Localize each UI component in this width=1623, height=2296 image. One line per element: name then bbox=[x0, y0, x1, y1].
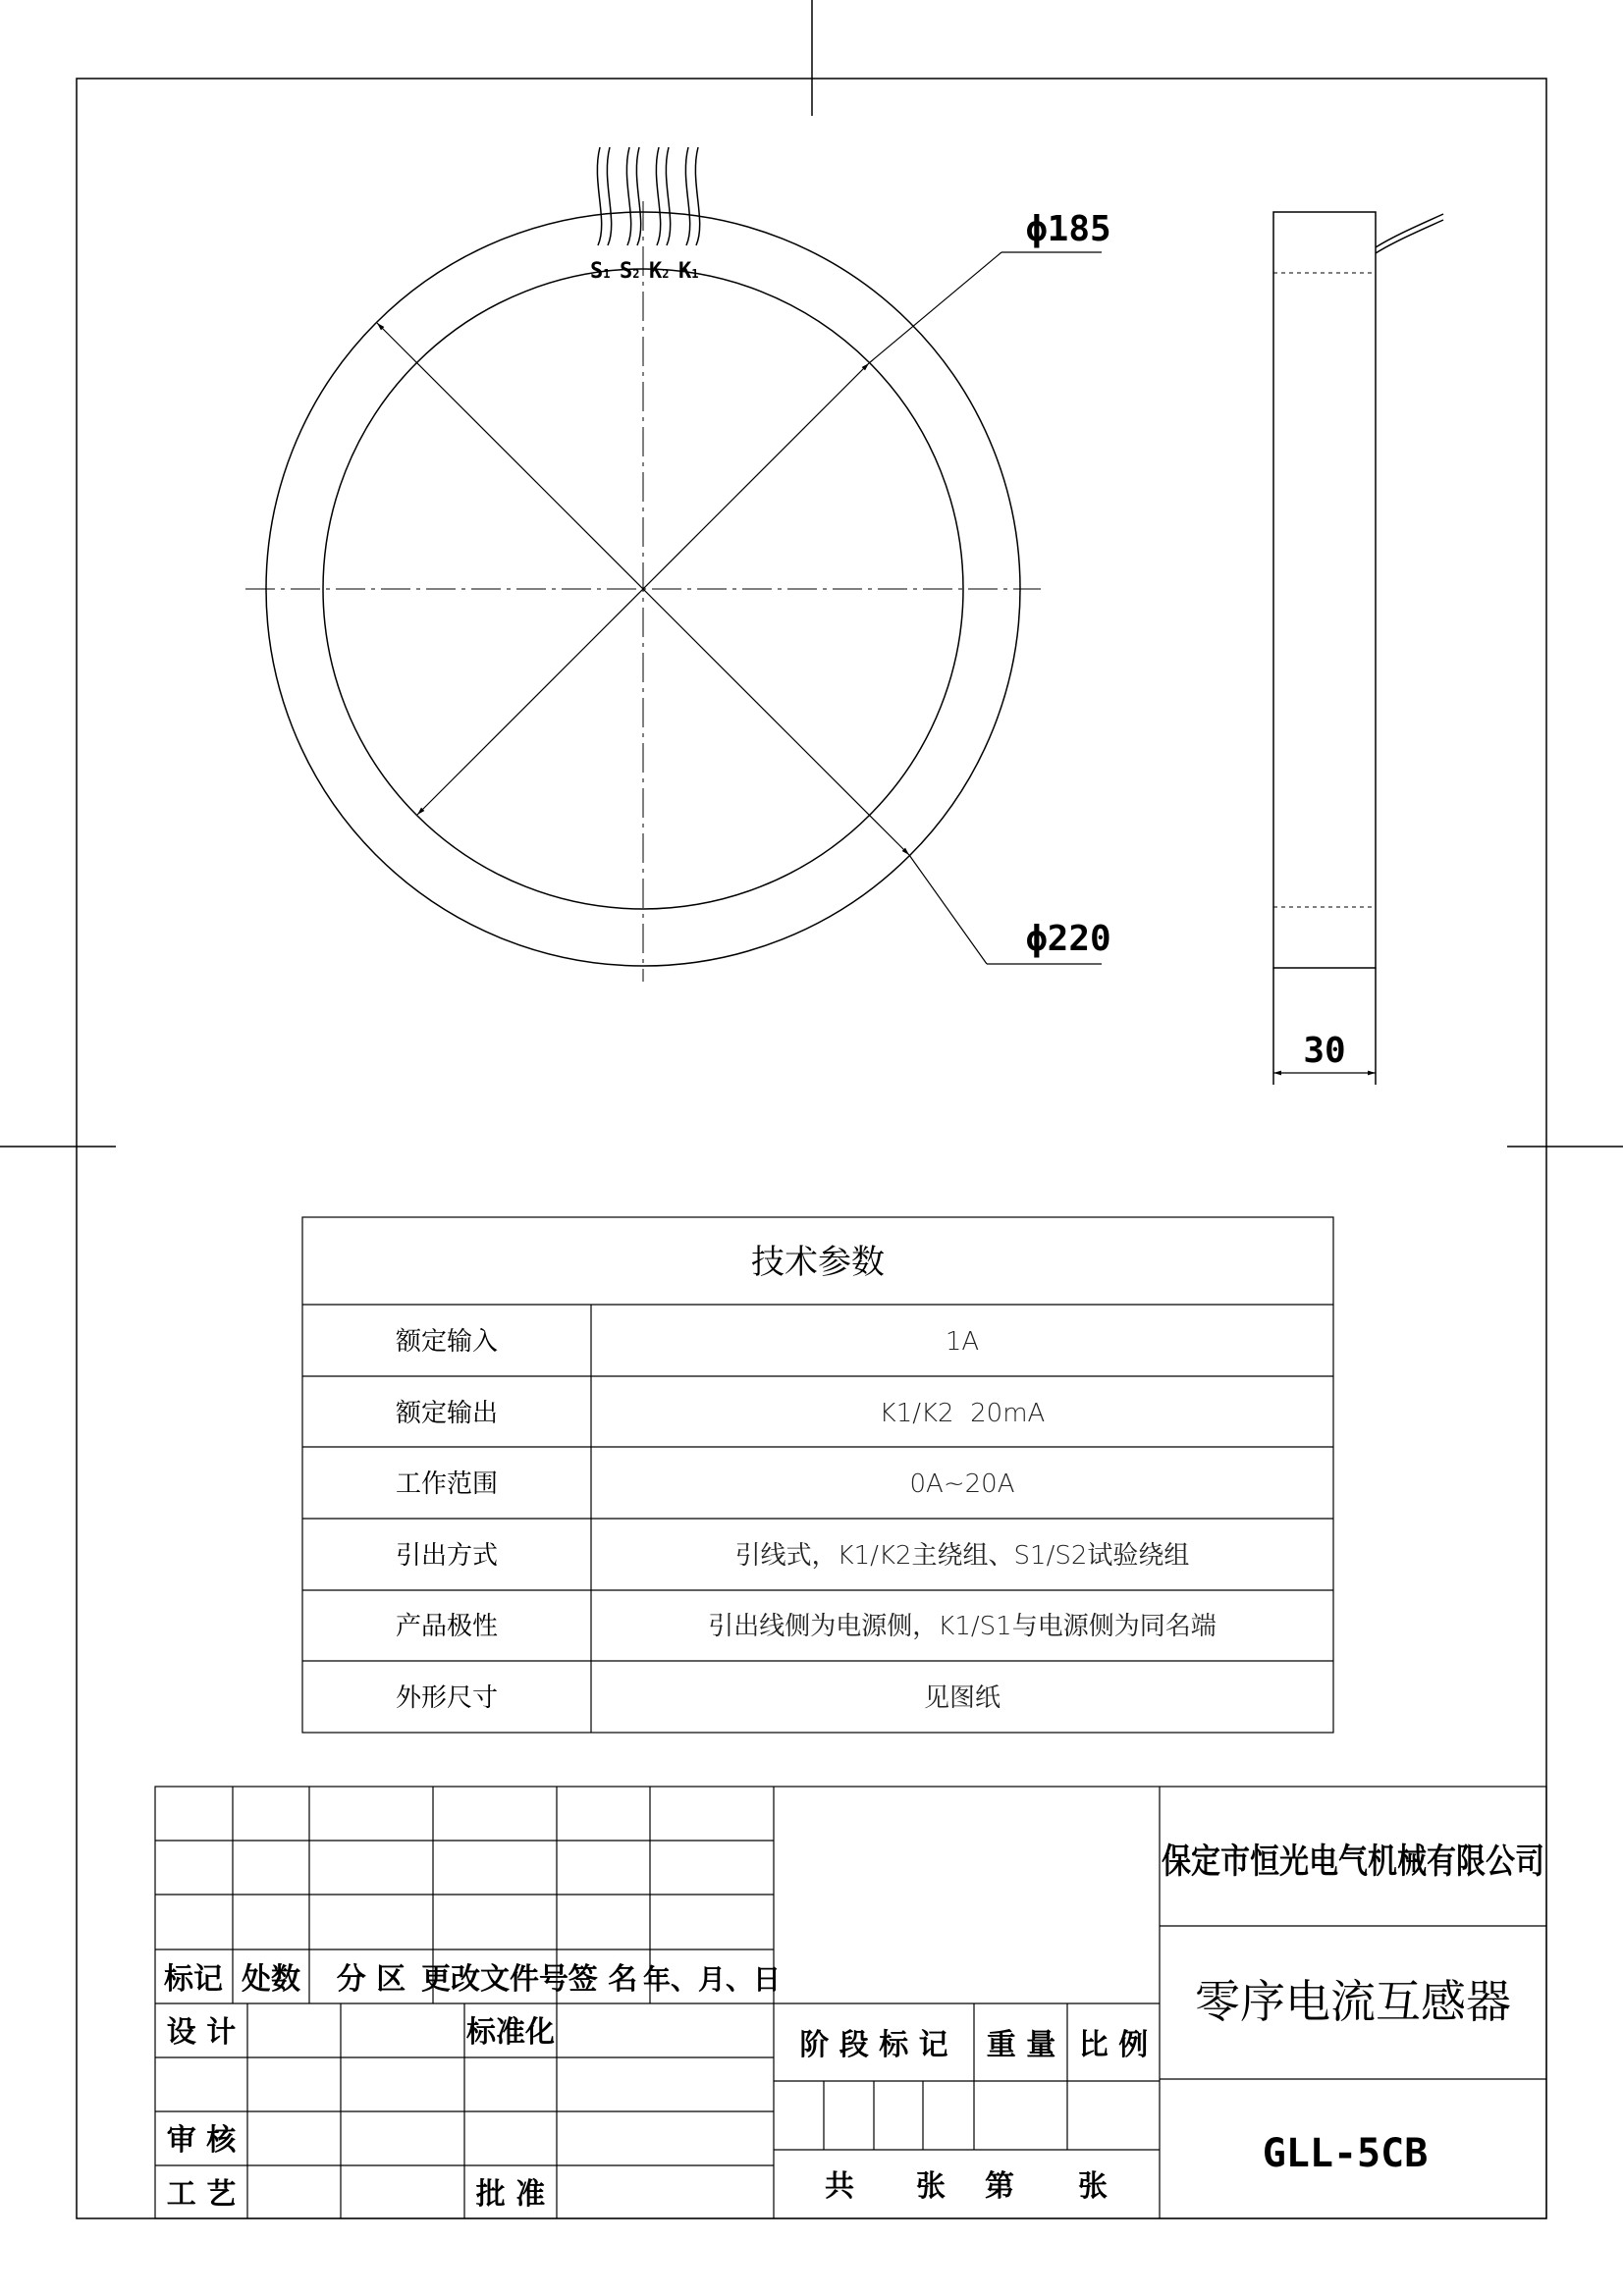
param-label-dimensions: 外形尺寸 bbox=[395, 1683, 499, 1713]
terminal-k1: K1 bbox=[678, 259, 699, 284]
label-scale: 比 例 bbox=[1078, 2028, 1149, 2062]
outer-diameter-label: ϕ220 bbox=[1026, 919, 1111, 959]
label-weight: 重 量 bbox=[986, 2028, 1056, 2062]
lead-wires bbox=[597, 147, 699, 245]
label-sheet-unit-2: 张 bbox=[1078, 2169, 1108, 2204]
label-sheet-total: 共 bbox=[825, 2169, 854, 2204]
param-value-lead-method: 引线式，K1/K2主绕组、S1/S2试验绕组 bbox=[734, 1541, 1190, 1571]
rev-header-change-doc: 更改文件号 bbox=[421, 1962, 568, 1997]
param-value-polarity: 引出线侧为电源侧，K1/S1与电源侧为同名端 bbox=[708, 1612, 1217, 1641]
param-value-rated-output: K1/K2 20mA bbox=[879, 1399, 1046, 1428]
rev-header-signature: 签 名 bbox=[568, 1962, 638, 1997]
product-name: 零序电流互感器 bbox=[1195, 1975, 1511, 2028]
inner-diameter-label: ϕ185 bbox=[1026, 209, 1111, 249]
company-name: 保定市恒光电气机械有限公司 bbox=[1162, 1842, 1544, 1882]
inner-diameter-dimension bbox=[417, 252, 1102, 815]
label-standardization: 标准化 bbox=[466, 2015, 555, 2050]
label-process: 工 艺 bbox=[166, 2177, 237, 2212]
param-label-polarity: 产品极性 bbox=[395, 1612, 499, 1641]
param-value-working-range: 0A~20A bbox=[909, 1469, 1015, 1499]
title-block bbox=[155, 1787, 1546, 2218]
tech-params-table bbox=[302, 1217, 1333, 1733]
param-label-rated-output: 额定输出 bbox=[395, 1399, 499, 1428]
tech-params-title: 技术参数 bbox=[751, 1243, 885, 1282]
param-value-dimensions: 见图纸 bbox=[923, 1683, 1001, 1713]
label-review: 审 核 bbox=[166, 2123, 237, 2158]
terminal-s2: S2 bbox=[620, 259, 640, 284]
rev-header-mark: 标记 bbox=[164, 1962, 223, 1997]
rev-header-zone: 分 区 bbox=[336, 1962, 406, 1997]
param-label-working-range: 工作范围 bbox=[395, 1469, 499, 1499]
terminal-s1: S1 bbox=[590, 259, 611, 284]
center-lines bbox=[245, 201, 1041, 982]
param-label-lead-method: 引出方式 bbox=[395, 1541, 499, 1571]
front-view bbox=[245, 147, 1111, 982]
side-view bbox=[1273, 212, 1443, 1085]
rev-header-date: 年、月、日 bbox=[642, 1963, 782, 1996]
param-value-rated-input: 1A bbox=[945, 1327, 980, 1357]
rev-header-count: 处数 bbox=[242, 1962, 300, 1997]
label-sheet-unit-1: 张 bbox=[916, 2169, 946, 2204]
thickness-label: 30 bbox=[1303, 1031, 1346, 1071]
terminal-labels bbox=[590, 259, 698, 284]
label-stage-mark: 阶 段 标 记 bbox=[799, 2028, 948, 2062]
label-sheet-no: 第 bbox=[985, 2169, 1014, 2204]
label-approve: 批 准 bbox=[475, 2177, 546, 2212]
product-model: GLL-5CB bbox=[1262, 2131, 1429, 2176]
terminal-k2: K2 bbox=[649, 259, 670, 284]
param-label-rated-input: 额定输入 bbox=[395, 1327, 499, 1357]
side-view-body bbox=[1273, 212, 1376, 968]
side-lead-wire bbox=[1376, 214, 1443, 247]
drawing-border bbox=[77, 79, 1546, 2218]
label-design: 设 计 bbox=[166, 2015, 237, 2050]
